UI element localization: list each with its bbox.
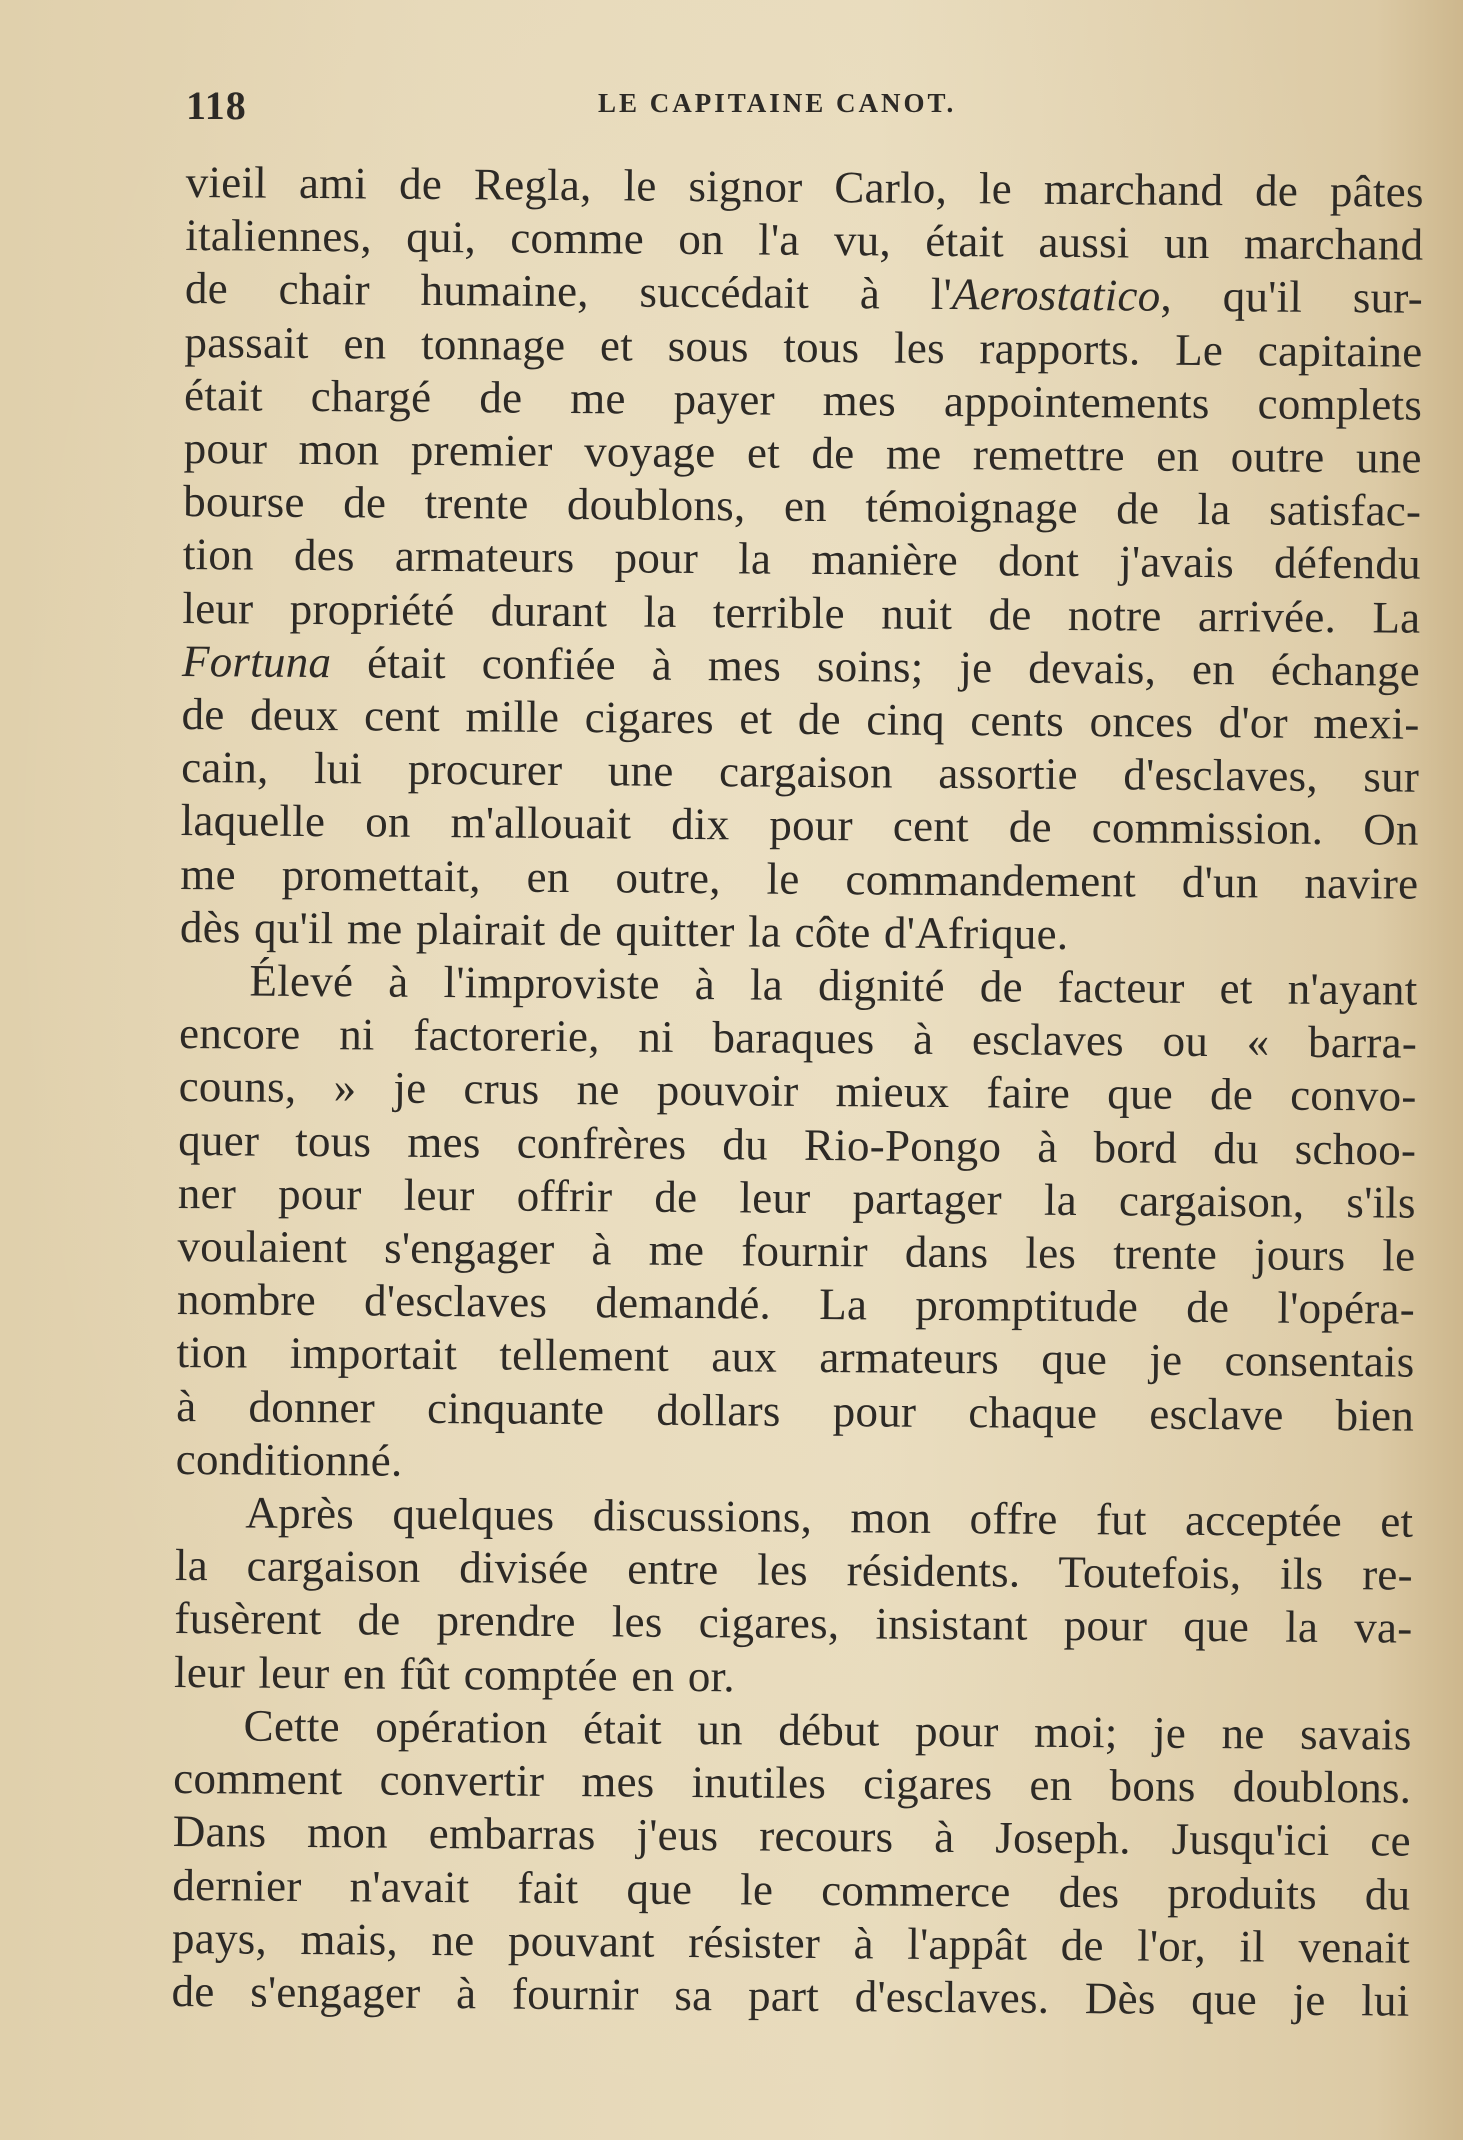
text-line: pays, mais, ne pouvant résister à l'appât de l'or, il venait — [171, 1912, 1411, 1973]
text-line: cain, lui procurer une cargaison assortie d'esclaves, sur — [181, 742, 1420, 802]
text-line: vieil ami de Regla, le signor Carlo, le marchand de pâtes — [185, 156, 1424, 217]
text-line: tion importait tellement aux armateurs que je consentais — [176, 1327, 1415, 1388]
paragraph-3 — [174, 1486, 1414, 1709]
text-line: comment convertir mes inutiles cigares en bons doublons. — [173, 1753, 1412, 1813]
text-line-tail: était confiée à mes soins; je devais, en échange — [331, 636, 1421, 696]
text-line: Cette opération était un début pour moi; je ne savais — [243, 1700, 1412, 1760]
text-line: à donner cinquante dollars pour chaque esclave bien — [175, 1380, 1415, 1441]
text-line: voulaient s'engager à me fournir dans les trente jours le — [177, 1221, 1416, 1281]
text-line: dès qu'il me plairait de quitter la côte d'Afrique. — [179, 901, 1069, 959]
text-line: laquelle on m'allouait dix pour cent de commission. On — [180, 795, 1419, 856]
body-text — [171, 156, 1424, 2028]
text-line-head: de chair humaine, succédait à l' — [184, 263, 953, 320]
text-line: italiennes, qui, comme on l'a vu, était aussi un marchand — [185, 210, 1424, 270]
text-line: de deux cent mille cigares et de cinq cents onces d'or mexi- — [181, 689, 1420, 749]
text-line: Dans mon embarras j'eus recours à Joseph. Jusqu'ici ce — [172, 1806, 1412, 1866]
page-number: 118 — [186, 83, 247, 128]
paragraph-1 — [180, 156, 1424, 964]
text-line: fusèrent de prendre les cigares, insistant pour que la va- — [174, 1593, 1413, 1654]
text-line: était chargé de me payer mes appointements complets — [183, 369, 1423, 430]
text-line: passait en tonnage et sous tous les rapports. Le capitaine — [184, 316, 1423, 377]
text-line: leur propriété durant la terrible nuit de notre arrivée. La — [182, 582, 1421, 643]
text-line: la cargaison divisée entre les résidents. Toutefois, ils re- — [174, 1540, 1414, 1600]
text-line — [182, 635, 1420, 698]
page-header — [186, 82, 1346, 132]
text-line: conditionné. — [175, 1433, 403, 1486]
text-line — [185, 262, 1423, 325]
text-line: tion des armateurs pour la manière dont j'avais défendu — [182, 529, 1422, 590]
text-line: dernier n'avait fait que le commerce des produits du — [172, 1859, 1411, 1920]
text-line: Élevé à l'improviste à la dignité de facteur et n'ayant — [249, 955, 1418, 1015]
text-line: bourse de trente doublons, en témoignage de la satisfac- — [183, 476, 1422, 536]
text-line: couns, » je crus ne pouvoir mieux faire que de convo- — [178, 1061, 1417, 1122]
paragraph-4 — [171, 1699, 1411, 2028]
text-line: me promettait, en outre, le commandement d'un navire — [180, 848, 1419, 909]
ship-name-fortuna: Fortuna — [181, 635, 332, 687]
text-line: pour mon premier voyage et de me remettre en outre une — [183, 423, 1422, 483]
paragraph-2 — [176, 954, 1418, 1496]
running-head: LE CAPITAINE CANOT. — [598, 88, 957, 118]
text-line: de s'engager à fournir sa part d'esclaves. Dès que je lui — [171, 1965, 1410, 2026]
text-line-tail: , qu'il sur- — [1160, 271, 1424, 324]
text-line: ner pour leur offrir de leur partager la cargaison, s'ils — [177, 1167, 1417, 1228]
text-line: Après quelques discussions, mon offre fut acceptée et — [245, 1487, 1414, 1547]
text-line: quer tous mes confrères du Rio-Pongo à bord du schoo- — [178, 1114, 1417, 1175]
text-line: encore ni factorerie, ni baraques à esclaves ou « barra- — [178, 1008, 1418, 1068]
ship-name-aerostatico: Aerostatico — [951, 269, 1161, 322]
text-line: leur leur en fût comptée en or. — [173, 1646, 736, 1702]
text-line: nombre d'esclaves demandé. La promptitude de l'opéra- — [176, 1274, 1416, 1334]
